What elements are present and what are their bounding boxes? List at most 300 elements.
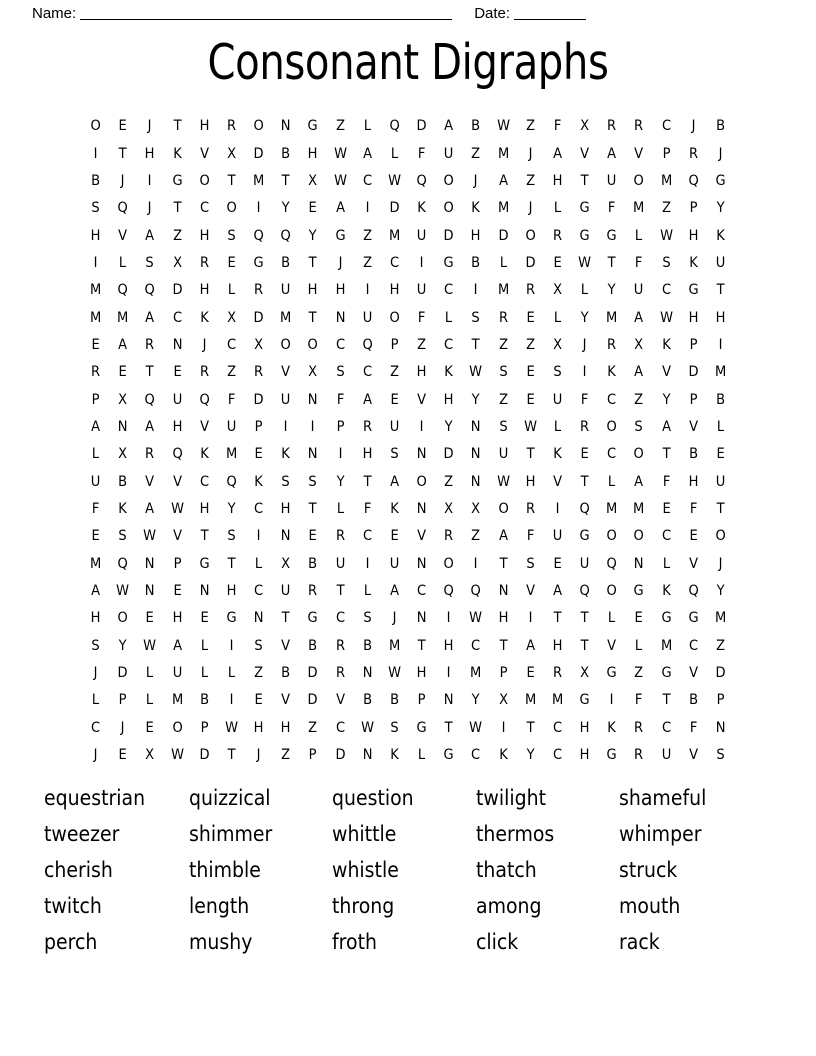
grid-cell[interactable]: J bbox=[691, 118, 696, 135]
grid-cell[interactable]: Y bbox=[716, 583, 725, 600]
grid-cell[interactable]: V bbox=[661, 364, 671, 381]
grid-cell[interactable]: S bbox=[390, 719, 399, 736]
grid-cell[interactable]: L bbox=[662, 555, 670, 572]
grid-cell[interactable]: O bbox=[443, 555, 454, 572]
grid-cell[interactable]: I bbox=[555, 500, 560, 517]
grid-cell[interactable]: P bbox=[689, 336, 698, 353]
grid-cell[interactable]: Z bbox=[254, 665, 264, 682]
grid-cell[interactable]: W bbox=[388, 665, 401, 682]
word-list-item[interactable]: shimmer bbox=[189, 822, 273, 846]
grid-cell[interactable]: S bbox=[634, 418, 644, 435]
grid-cell[interactable]: V bbox=[172, 528, 182, 545]
word-list-item[interactable]: among bbox=[476, 894, 542, 918]
grid-cell[interactable]: V bbox=[688, 747, 698, 764]
word-list-item[interactable]: perch bbox=[44, 930, 98, 954]
grid-cell[interactable]: U bbox=[579, 555, 590, 572]
grid-cell[interactable]: S bbox=[662, 254, 671, 271]
grid-cell[interactable]: Q bbox=[389, 118, 400, 135]
grid-cell[interactable]: H bbox=[362, 446, 373, 463]
grid-cell[interactable]: A bbox=[145, 418, 155, 435]
grid-cell[interactable]: H bbox=[253, 719, 264, 736]
grid-cell[interactable]: V bbox=[281, 364, 291, 381]
date-write-in-line[interactable] bbox=[514, 6, 586, 20]
grid-cell[interactable]: J bbox=[718, 555, 723, 572]
grid-cell[interactable]: V bbox=[634, 145, 644, 162]
grid-cell[interactable]: X bbox=[553, 282, 562, 299]
grid-cell[interactable]: N bbox=[172, 336, 182, 353]
grid-cell[interactable]: A bbox=[390, 583, 399, 600]
grid-cell[interactable]: T bbox=[227, 747, 236, 764]
grid-cell[interactable]: H bbox=[90, 610, 101, 627]
grid-cell[interactable]: Q bbox=[688, 172, 699, 189]
grid-cell[interactable]: A bbox=[390, 473, 399, 490]
grid-cell[interactable]: T bbox=[227, 555, 236, 572]
grid-cell[interactable]: T bbox=[499, 555, 508, 572]
grid-cell[interactable]: N bbox=[280, 118, 291, 135]
grid-cell[interactable]: Z bbox=[281, 747, 291, 764]
grid-cell[interactable]: I bbox=[582, 364, 587, 381]
grid-cell[interactable]: Q bbox=[579, 583, 590, 600]
grid-cell[interactable]: L bbox=[608, 610, 616, 627]
grid-cell[interactable]: D bbox=[253, 145, 264, 162]
grid-cell[interactable]: R bbox=[444, 528, 454, 545]
grid-cell[interactable]: E bbox=[526, 665, 535, 682]
grid-cell[interactable]: E bbox=[145, 719, 155, 736]
grid-cell[interactable]: F bbox=[417, 309, 426, 326]
grid-cell[interactable]: L bbox=[553, 200, 562, 217]
grid-cell[interactable]: X bbox=[553, 336, 562, 353]
grid-cell[interactable]: G bbox=[307, 610, 319, 627]
grid-cell[interactable]: H bbox=[199, 282, 210, 299]
grid-cell[interactable]: D bbox=[715, 665, 726, 682]
grid-cell[interactable]: Y bbox=[526, 747, 535, 764]
grid-cell[interactable]: X bbox=[580, 118, 590, 135]
grid-cell[interactable]: M bbox=[117, 309, 129, 326]
grid-cell[interactable]: Z bbox=[634, 391, 644, 408]
grid-cell[interactable]: H bbox=[688, 227, 699, 244]
grid-cell[interactable]: Y bbox=[472, 692, 480, 709]
grid-cell[interactable]: X bbox=[444, 500, 454, 517]
grid-cell[interactable]: I bbox=[365, 200, 370, 217]
grid-cell[interactable]: X bbox=[118, 446, 128, 463]
grid-cell[interactable]: Z bbox=[362, 227, 372, 244]
word-list-item[interactable]: click bbox=[476, 930, 519, 954]
grid-cell[interactable]: S bbox=[526, 555, 535, 572]
grid-cell[interactable]: J bbox=[256, 747, 261, 764]
grid-cell[interactable]: C bbox=[688, 637, 698, 654]
grid-cell[interactable]: B bbox=[281, 254, 291, 271]
grid-cell[interactable]: Z bbox=[661, 200, 671, 217]
grid-cell[interactable]: W bbox=[388, 172, 401, 189]
grid-cell[interactable]: L bbox=[119, 254, 127, 271]
grid-cell[interactable]: Z bbox=[226, 364, 236, 381]
grid-cell[interactable]: Z bbox=[525, 336, 535, 353]
grid-cell[interactable]: E bbox=[526, 391, 535, 408]
grid-cell[interactable]: F bbox=[580, 391, 589, 408]
grid-cell[interactable]: A bbox=[634, 364, 644, 381]
grid-cell[interactable]: C bbox=[199, 200, 209, 217]
grid-cell[interactable]: K bbox=[390, 500, 399, 517]
grid-cell[interactable]: Q bbox=[443, 583, 454, 600]
grid-cell[interactable]: T bbox=[526, 446, 535, 463]
grid-cell[interactable]: A bbox=[634, 309, 644, 326]
grid-cell[interactable]: Y bbox=[580, 309, 589, 326]
word-list-item[interactable]: throng bbox=[332, 894, 395, 918]
word-list-item[interactable]: whimper bbox=[619, 822, 702, 846]
grid-cell[interactable]: C bbox=[444, 282, 454, 299]
grid-cell[interactable]: K bbox=[661, 583, 671, 600]
grid-cell[interactable]: R bbox=[254, 364, 264, 381]
grid-cell[interactable]: L bbox=[417, 747, 426, 764]
word-list-item[interactable]: twilight bbox=[476, 786, 547, 810]
grid-cell[interactable]: Q bbox=[362, 336, 373, 353]
grid-cell[interactable]: J bbox=[582, 336, 587, 353]
grid-cell[interactable]: O bbox=[253, 118, 264, 135]
grid-cell[interactable]: U bbox=[498, 446, 508, 463]
grid-cell[interactable]: O bbox=[199, 172, 210, 189]
grid-cell[interactable]: X bbox=[308, 364, 318, 381]
grid-cell[interactable]: Q bbox=[144, 282, 156, 299]
grid-cell[interactable]: N bbox=[145, 555, 155, 572]
grid-cell[interactable]: C bbox=[254, 500, 264, 517]
grid-cell[interactable]: Q bbox=[470, 583, 482, 600]
grid-cell[interactable]: L bbox=[336, 500, 344, 517]
grid-cell[interactable]: C bbox=[607, 391, 617, 408]
grid-cell[interactable]: K bbox=[172, 145, 182, 162]
grid-cell[interactable]: S bbox=[91, 637, 100, 654]
grid-cell[interactable]: G bbox=[633, 583, 645, 600]
grid-cell[interactable]: X bbox=[498, 692, 508, 709]
grid-cell[interactable]: M bbox=[606, 309, 618, 326]
grid-cell[interactable]: N bbox=[634, 555, 644, 572]
grid-cell[interactable]: J bbox=[528, 200, 533, 217]
grid-cell[interactable]: G bbox=[661, 665, 672, 682]
grid-cell[interactable]: B bbox=[199, 692, 209, 709]
grid-cell[interactable]: L bbox=[499, 254, 507, 271]
grid-cell[interactable]: Q bbox=[606, 555, 617, 572]
grid-cell[interactable]: W bbox=[523, 418, 537, 435]
grid-cell[interactable]: Q bbox=[579, 500, 590, 517]
grid-cell[interactable]: X bbox=[145, 747, 155, 764]
grid-cell[interactable]: N bbox=[362, 747, 373, 764]
grid-cell[interactable]: K bbox=[689, 254, 698, 271]
grid-cell[interactable]: C bbox=[172, 309, 182, 326]
grid-cell[interactable]: B bbox=[281, 665, 291, 682]
grid-cell[interactable]: V bbox=[688, 665, 698, 682]
grid-cell[interactable]: T bbox=[499, 637, 508, 654]
grid-cell[interactable]: E bbox=[91, 528, 100, 545]
grid-cell[interactable]: R bbox=[552, 227, 563, 244]
grid-cell[interactable]: N bbox=[416, 610, 427, 627]
grid-cell[interactable]: W bbox=[143, 528, 157, 545]
grid-cell[interactable]: Y bbox=[662, 391, 671, 408]
grid-cell[interactable]: Q bbox=[171, 446, 183, 463]
grid-cell[interactable]: M bbox=[714, 364, 727, 381]
grid-cell[interactable]: D bbox=[389, 200, 400, 217]
grid-cell[interactable]: S bbox=[471, 309, 481, 326]
grid-cell[interactable]: S bbox=[227, 227, 236, 244]
grid-cell[interactable]: O bbox=[171, 719, 183, 736]
grid-cell[interactable]: C bbox=[444, 336, 454, 353]
grid-cell[interactable]: S bbox=[553, 364, 562, 381]
grid-cell[interactable]: H bbox=[335, 282, 346, 299]
grid-cell[interactable]: C bbox=[199, 473, 209, 490]
grid-cell[interactable]: F bbox=[662, 473, 670, 490]
grid-cell[interactable]: H bbox=[416, 665, 427, 682]
grid-cell[interactable]: Q bbox=[199, 391, 210, 408]
grid-cell[interactable]: R bbox=[226, 118, 236, 135]
grid-cell[interactable]: B bbox=[716, 118, 726, 135]
grid-cell[interactable]: T bbox=[580, 610, 589, 627]
grid-cell[interactable]: M bbox=[606, 500, 618, 517]
grid-cell[interactable]: E bbox=[526, 309, 535, 326]
grid-cell[interactable]: Q bbox=[144, 391, 156, 408]
grid-cell[interactable]: H bbox=[715, 309, 726, 326]
grid-cell[interactable]: U bbox=[607, 172, 617, 189]
grid-cell[interactable]: R bbox=[335, 637, 345, 654]
grid-cell[interactable]: M bbox=[497, 145, 509, 162]
grid-cell[interactable]: L bbox=[254, 555, 263, 572]
grid-cell[interactable]: M bbox=[225, 446, 238, 463]
grid-cell[interactable]: I bbox=[256, 200, 261, 217]
grid-cell[interactable]: O bbox=[633, 446, 645, 463]
grid-cell[interactable]: A bbox=[553, 583, 562, 600]
grid-cell[interactable]: F bbox=[689, 719, 698, 736]
grid-cell[interactable]: O bbox=[633, 528, 645, 545]
grid-cell[interactable]: U bbox=[281, 282, 291, 299]
grid-cell[interactable]: E bbox=[308, 528, 318, 545]
grid-cell[interactable]: W bbox=[360, 719, 374, 736]
grid-cell[interactable]: J bbox=[93, 747, 98, 764]
grid-cell[interactable]: S bbox=[254, 637, 263, 654]
grid-cell[interactable]: P bbox=[689, 391, 698, 408]
grid-cell[interactable]: Z bbox=[525, 172, 535, 189]
grid-cell[interactable]: L bbox=[635, 227, 643, 244]
grid-cell[interactable]: Q bbox=[117, 282, 128, 299]
grid-cell[interactable]: X bbox=[172, 254, 182, 271]
grid-cell[interactable]: V bbox=[688, 418, 698, 435]
grid-cell[interactable]: K bbox=[498, 747, 508, 764]
grid-cell[interactable]: W bbox=[496, 473, 510, 490]
grid-cell[interactable]: P bbox=[662, 145, 671, 162]
grid-cell[interactable]: D bbox=[172, 282, 183, 299]
grid-cell[interactable]: E bbox=[254, 692, 263, 709]
grid-cell[interactable]: R bbox=[525, 500, 535, 517]
grid-cell[interactable]: C bbox=[389, 254, 400, 271]
grid-cell[interactable]: L bbox=[608, 473, 616, 490]
grid-cell[interactable]: H bbox=[280, 719, 291, 736]
grid-cell[interactable]: M bbox=[497, 282, 509, 299]
grid-cell[interactable]: T bbox=[472, 336, 480, 353]
grid-cell[interactable]: D bbox=[199, 747, 210, 764]
grid-cell[interactable]: E bbox=[254, 446, 263, 463]
grid-cell[interactable]: F bbox=[526, 528, 535, 545]
grid-cell[interactable]: N bbox=[471, 473, 481, 490]
grid-cell[interactable]: K bbox=[254, 473, 263, 490]
grid-cell[interactable]: M bbox=[714, 610, 727, 627]
grid-cell[interactable]: M bbox=[388, 637, 401, 654]
word-list-item[interactable]: rack bbox=[619, 930, 660, 954]
grid-cell[interactable]: L bbox=[363, 118, 371, 135]
grid-cell[interactable]: M bbox=[633, 500, 645, 517]
grid-cell[interactable]: F bbox=[635, 254, 643, 271]
grid-cell[interactable]: N bbox=[416, 555, 427, 572]
grid-cell[interactable]: E bbox=[662, 500, 671, 517]
grid-cell[interactable]: N bbox=[117, 418, 128, 435]
grid-cell[interactable]: G bbox=[335, 227, 346, 244]
grid-cell[interactable]: P bbox=[499, 665, 508, 682]
grid-cell[interactable]: R bbox=[199, 254, 209, 271]
grid-cell[interactable]: Y bbox=[716, 200, 725, 217]
word-list-item[interactable]: struck bbox=[619, 858, 678, 882]
grid-cell[interactable]: T bbox=[607, 254, 616, 271]
grid-cell[interactable]: R bbox=[634, 118, 644, 135]
grid-cell[interactable]: O bbox=[443, 200, 454, 217]
grid-cell[interactable]: G bbox=[307, 118, 319, 135]
grid-cell[interactable]: V bbox=[118, 227, 128, 244]
grid-cell[interactable]: H bbox=[688, 473, 699, 490]
grid-cell[interactable]: W bbox=[469, 719, 483, 736]
grid-cell[interactable]: K bbox=[471, 200, 481, 217]
grid-cell[interactable]: Y bbox=[308, 227, 317, 244]
word-list-item[interactable]: cherish bbox=[44, 858, 113, 882]
grid-cell[interactable]: U bbox=[634, 282, 644, 299]
grid-cell[interactable]: I bbox=[446, 665, 451, 682]
grid-cell[interactable]: K bbox=[199, 446, 209, 463]
grid-cell[interactable]: G bbox=[579, 528, 590, 545]
word-list-item[interactable]: twitch bbox=[44, 894, 102, 918]
grid-cell[interactable]: R bbox=[688, 145, 698, 162]
grid-cell[interactable]: S bbox=[308, 473, 318, 490]
grid-cell[interactable]: K bbox=[607, 364, 617, 381]
name-write-in-line[interactable] bbox=[80, 6, 452, 20]
grid-cell[interactable]: C bbox=[661, 528, 671, 545]
grid-cell[interactable]: E bbox=[553, 555, 562, 572]
grid-cell[interactable]: R bbox=[145, 446, 155, 463]
grid-cell[interactable]: G bbox=[688, 610, 699, 627]
grid-cell[interactable]: N bbox=[416, 500, 427, 517]
grid-cell[interactable]: E bbox=[716, 446, 725, 463]
grid-cell[interactable]: P bbox=[309, 747, 317, 764]
grid-cell[interactable]: T bbox=[580, 473, 589, 490]
grid-cell[interactable]: H bbox=[471, 227, 481, 244]
grid-cell[interactable]: Y bbox=[336, 473, 345, 490]
grid-cell[interactable]: C bbox=[552, 719, 563, 736]
grid-cell[interactable]: O bbox=[525, 227, 536, 244]
word-list-item[interactable]: quizzical bbox=[189, 786, 271, 810]
grid-cell[interactable]: R bbox=[335, 665, 345, 682]
grid-cell[interactable]: D bbox=[443, 446, 454, 463]
grid-cell[interactable]: I bbox=[419, 254, 424, 271]
word-list-item[interactable]: thermos bbox=[476, 822, 555, 846]
grid-cell[interactable]: A bbox=[607, 145, 617, 162]
grid-cell[interactable]: L bbox=[200, 665, 208, 682]
grid-cell[interactable]: L bbox=[635, 637, 643, 654]
grid-cell[interactable]: W bbox=[469, 364, 483, 381]
grid-cell[interactable]: E bbox=[689, 528, 698, 545]
grid-cell[interactable]: I bbox=[609, 692, 614, 709]
grid-cell[interactable]: M bbox=[497, 200, 509, 217]
grid-cell[interactable]: V bbox=[417, 528, 427, 545]
grid-cell[interactable]: Z bbox=[444, 473, 454, 490]
grid-cell[interactable]: O bbox=[90, 118, 101, 135]
grid-cell[interactable]: S bbox=[390, 446, 399, 463]
grid-cell[interactable]: Z bbox=[172, 227, 182, 244]
grid-cell[interactable]: Z bbox=[362, 254, 372, 271]
grid-cell[interactable]: T bbox=[173, 118, 182, 135]
grid-cell[interactable]: U bbox=[444, 145, 454, 162]
grid-cell[interactable]: U bbox=[172, 391, 182, 408]
grid-cell[interactable]: H bbox=[525, 473, 536, 490]
grid-cell[interactable]: B bbox=[688, 692, 698, 709]
grid-cell[interactable]: K bbox=[607, 719, 617, 736]
grid-cell[interactable]: S bbox=[227, 528, 236, 545]
grid-cell[interactable]: I bbox=[365, 555, 370, 572]
grid-cell[interactable]: Z bbox=[335, 118, 345, 135]
grid-cell[interactable]: O bbox=[633, 172, 645, 189]
grid-cell[interactable]: M bbox=[89, 282, 102, 299]
grid-cell[interactable]: H bbox=[308, 145, 318, 162]
grid-cell[interactable]: B bbox=[716, 391, 726, 408]
grid-cell[interactable]: S bbox=[499, 364, 508, 381]
grid-cell[interactable]: W bbox=[170, 747, 184, 764]
grid-cell[interactable]: E bbox=[580, 446, 589, 463]
grid-cell[interactable]: W bbox=[143, 637, 157, 654]
grid-cell[interactable]: M bbox=[171, 692, 183, 709]
grid-cell[interactable]: H bbox=[280, 500, 291, 517]
grid-cell[interactable]: S bbox=[716, 747, 725, 764]
grid-cell[interactable]: M bbox=[89, 555, 102, 572]
grid-cell[interactable]: W bbox=[659, 309, 673, 326]
word-list-item[interactable]: equestrian bbox=[44, 786, 146, 810]
word-list-item[interactable]: thimble bbox=[189, 858, 261, 882]
grid-cell[interactable]: T bbox=[145, 364, 154, 381]
grid-cell[interactable]: S bbox=[118, 528, 127, 545]
grid-cell[interactable]: V bbox=[172, 473, 182, 490]
grid-cell[interactable]: F bbox=[417, 145, 426, 162]
grid-cell[interactable]: A bbox=[145, 227, 155, 244]
grid-cell[interactable]: R bbox=[552, 665, 563, 682]
grid-cell[interactable]: L bbox=[553, 418, 562, 435]
grid-cell[interactable]: T bbox=[444, 719, 453, 736]
grid-cell[interactable]: A bbox=[335, 200, 345, 217]
grid-cell[interactable]: S bbox=[281, 473, 290, 490]
grid-cell[interactable]: T bbox=[417, 637, 426, 654]
grid-cell[interactable]: X bbox=[254, 336, 264, 353]
grid-cell[interactable]: I bbox=[283, 418, 288, 435]
grid-cell[interactable]: I bbox=[528, 610, 533, 627]
grid-cell[interactable]: D bbox=[498, 227, 509, 244]
grid-cell[interactable]: D bbox=[525, 254, 536, 271]
grid-cell[interactable]: Z bbox=[308, 719, 318, 736]
grid-cell[interactable]: H bbox=[389, 282, 400, 299]
grid-cell[interactable]: T bbox=[227, 172, 236, 189]
grid-cell[interactable]: A bbox=[498, 172, 508, 189]
grid-cell[interactable]: D bbox=[688, 364, 699, 381]
grid-cell[interactable]: L bbox=[227, 665, 236, 682]
grid-cell[interactable]: L bbox=[716, 418, 725, 435]
word-list-item[interactable]: froth bbox=[332, 930, 377, 954]
grid-cell[interactable]: C bbox=[471, 637, 481, 654]
grid-cell[interactable]: P bbox=[689, 200, 698, 217]
grid-cell[interactable]: D bbox=[416, 118, 427, 135]
grid-cell[interactable]: C bbox=[362, 172, 372, 189]
grid-cell[interactable]: T bbox=[336, 583, 345, 600]
grid-cell[interactable]: A bbox=[525, 637, 535, 654]
grid-cell[interactable]: G bbox=[579, 227, 590, 244]
grid-cell[interactable]: M bbox=[524, 692, 536, 709]
grid-cell[interactable]: A bbox=[362, 145, 372, 162]
